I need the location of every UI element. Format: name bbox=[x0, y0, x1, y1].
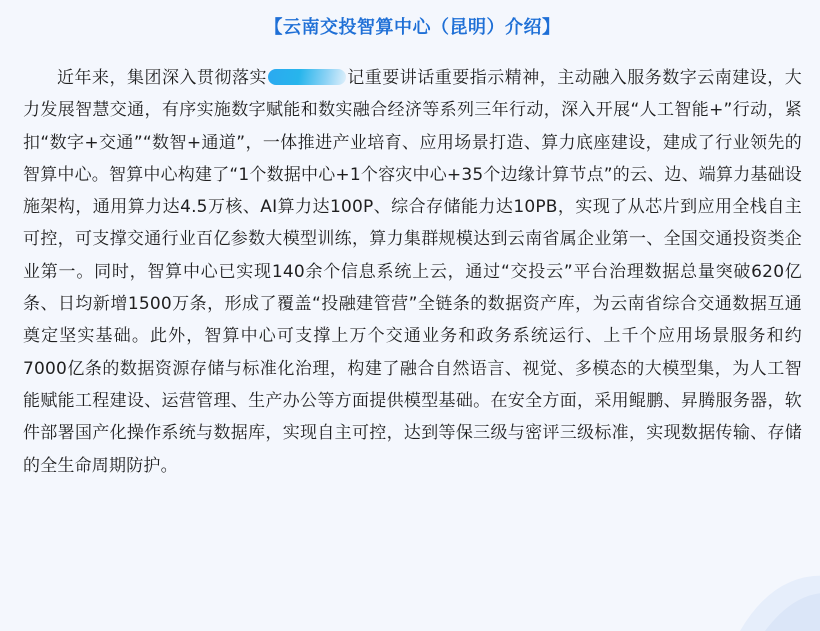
paragraph-text-rest: 记重要讲话重要指示精神，主动融入服务数字云南建设，大力发展智慧交通，有序实施数字赋能和数实融合经济等系列三年行动，深入开展“人工智能+”行动，紧扣“数字+交通”“数智+通道”，一体推进产业培育、应用场景打造、算力底座建设，建成了行业领先的智算中心。智算中心构建了“1个数据中心+1个容灾中心+35个边缘计算节点”的云、边、端算力基础设施架构，通用算力达4.5万核、AI算力达100P、综合存储能力达10PB，实现了从芯片到应用全栈自主可控，可支撑交通行业百亿参数大模型训练，算力集群规模达到云南省属企业第一、全国交通投资类企业第一。同时，智算中心已实现140余个信息系统上云，通过“交投云”平台治理数据总量突破620亿条、日均新增1500万条，形成了覆盖“投融建管营”全链条的数据资产库，为云南省综合交通数据互通奠定坚实基础。此外，智算中心可支撑上万个交通业务和政务系统运行、上千个应用场景服务和约7000亿条的数据资源存储与标准化治理，构建了融合自然语言、视觉、多模态的大模型集，为人工智能赋能工程建设、运营管理、生产办公等方面提供模型基础。在安全方面，采用鲲鹏、昇腾服务器，软件部署国产化操作系统与数据库，实现自主可控，达到等保三级与密评三级标准，实现数据传输、存储的全生命周期防护。 bbox=[23, 68, 802, 476]
document-title: 【云南交投智算中心（昆明）介绍】 bbox=[264, 17, 561, 38]
paragraph-text-start: 近年来，集团深入贯彻落实 bbox=[57, 68, 267, 88]
redaction-mark bbox=[268, 69, 346, 85]
intro-paragraph bbox=[23, 62, 802, 482]
